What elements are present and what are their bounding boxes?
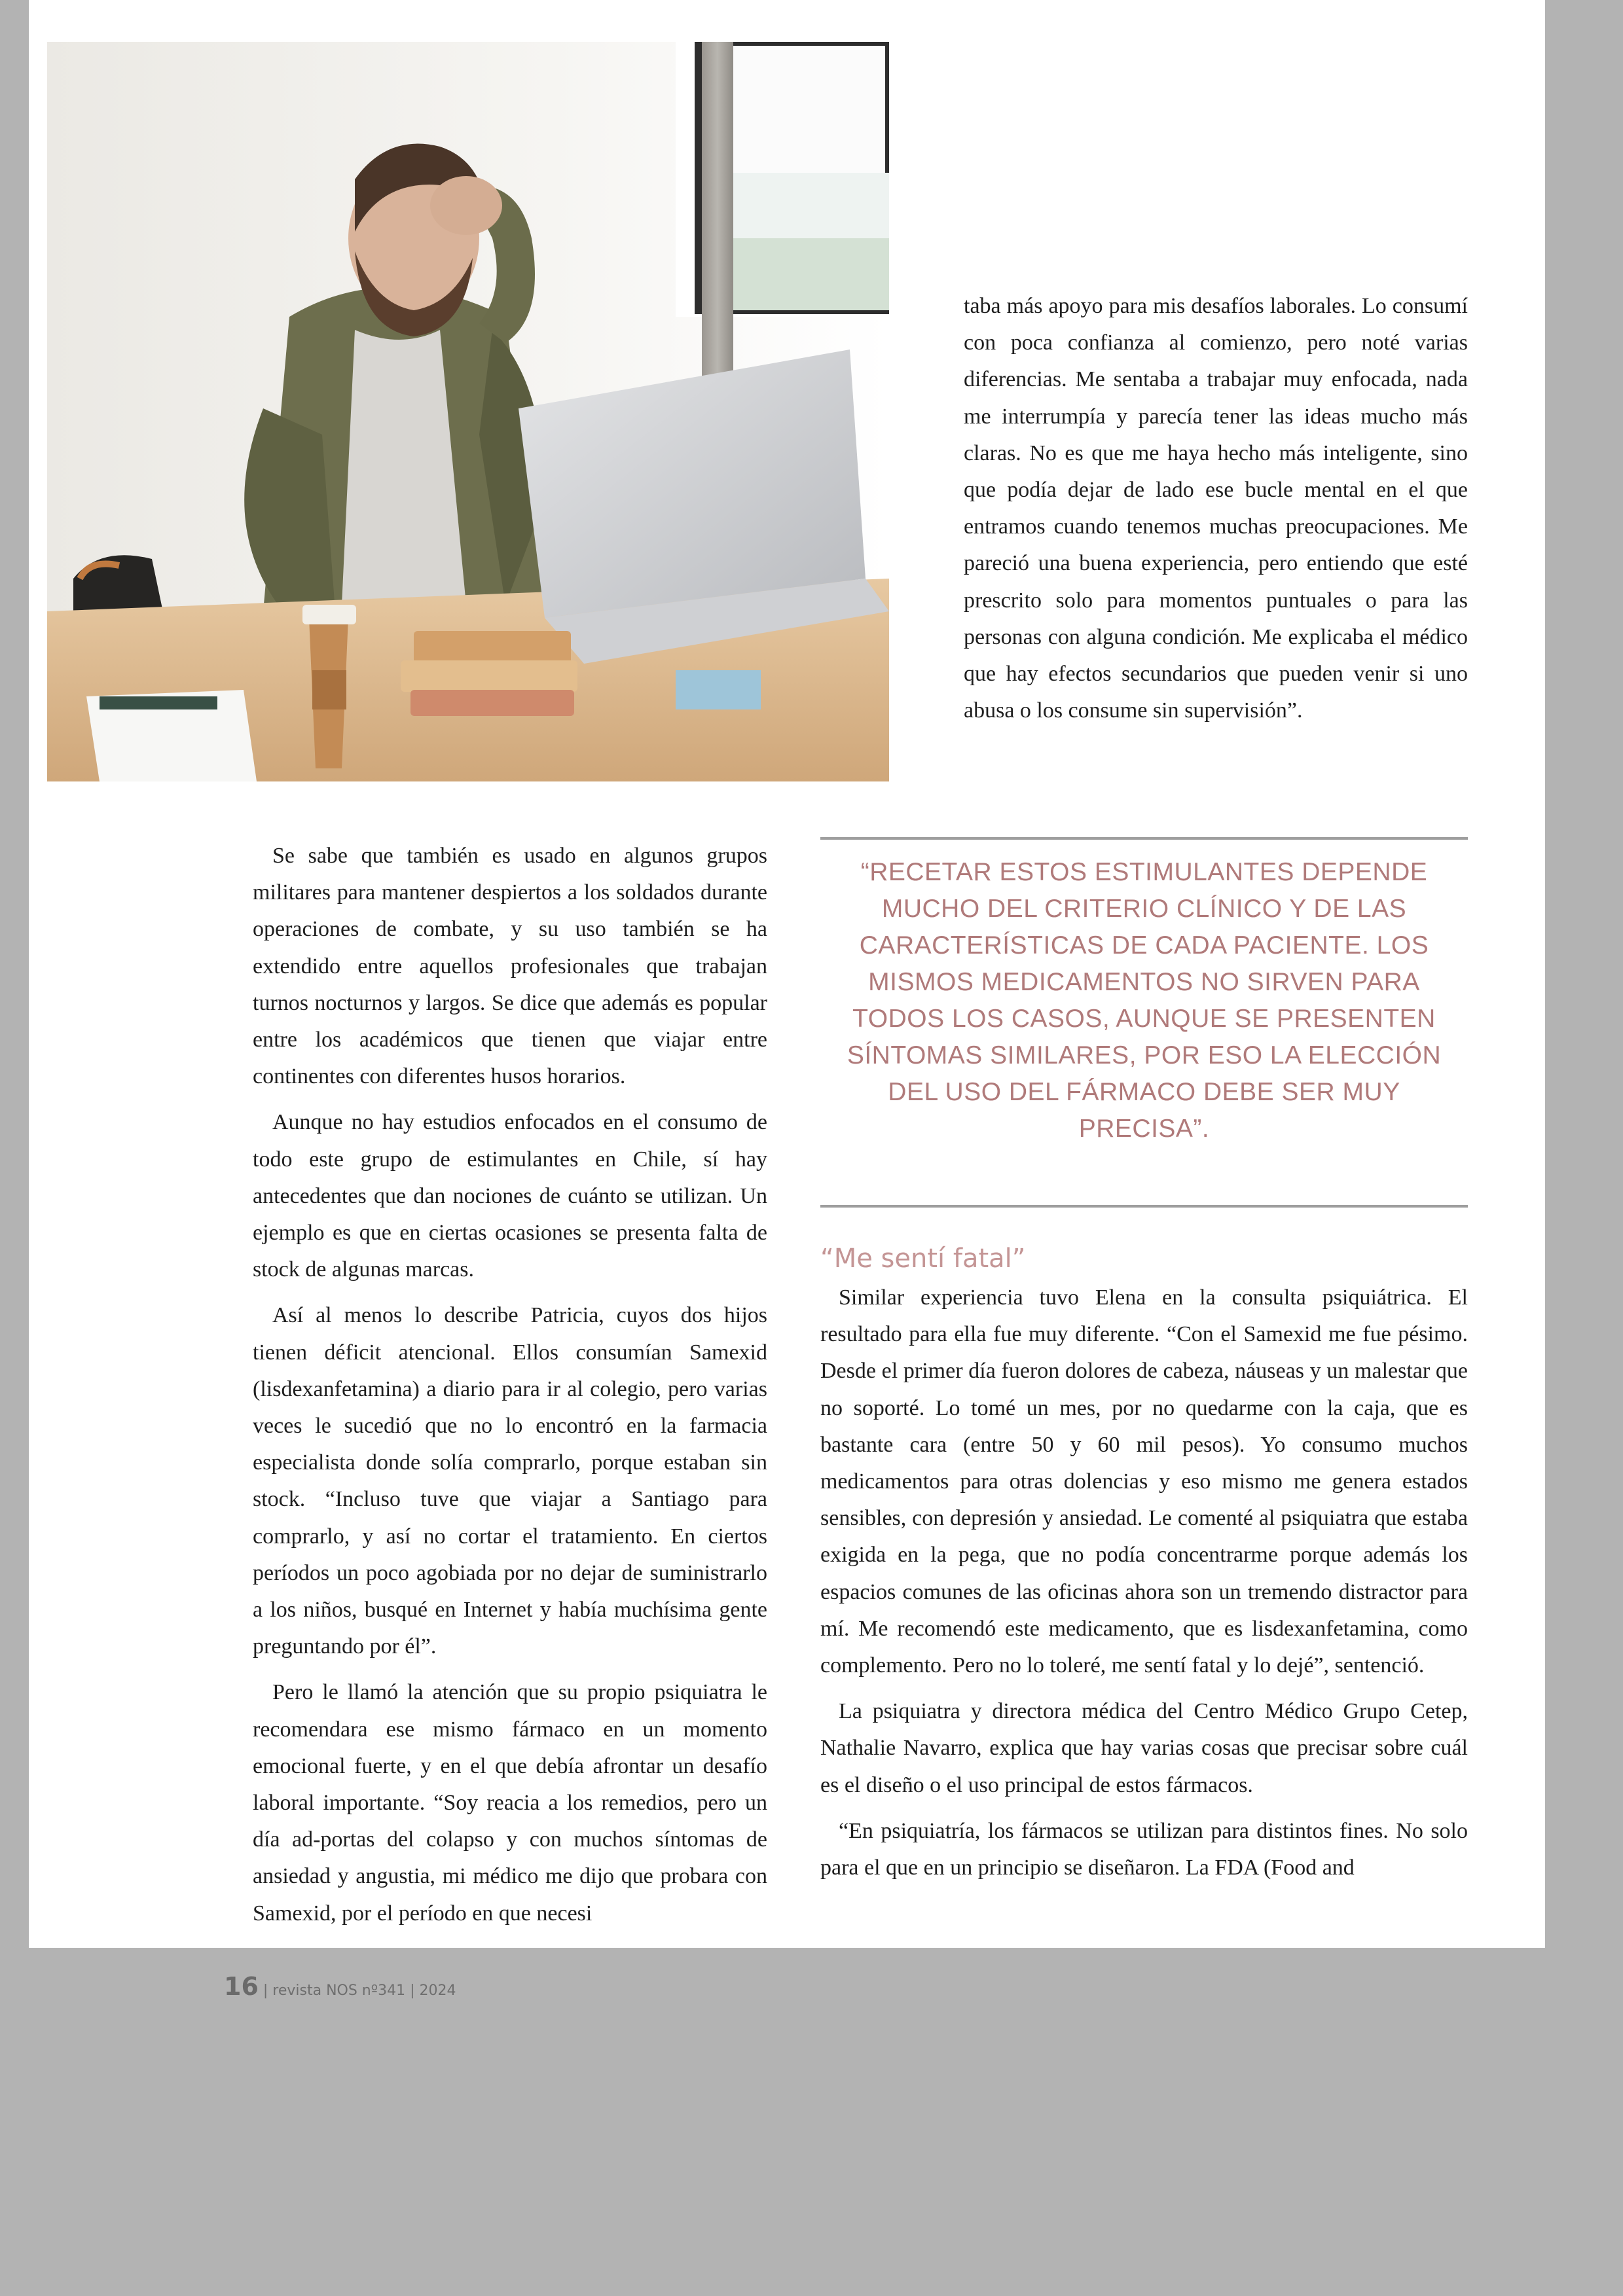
pullquote-top-rule xyxy=(820,837,1468,840)
photo-man-stressed-at-laptop xyxy=(47,42,889,781)
footer-publication: | revista NOS nº341 | 2024 xyxy=(258,1982,456,1999)
section-heading: “Me sentí fatal” xyxy=(820,1244,1026,1274)
body-paragraph: Se sabe que también es usado en algunos grupos militares para mantener despiertos a los soldados durante operaciones de combate, y su uso también se ha extendido entre aquellos profesionales que trabajan turnos nocturnos y largos. Se dice que además es popular entre los académicos que tienen que viajar entre continentes con diferentes husos horarios. xyxy=(253,844,767,1089)
magazine-page xyxy=(29,0,1545,1948)
pullquote: “RECETAR ESTOS ESTIMULANTES DEPENDE MUCHO DEL CRITERIO CLÍNICO Y DE LAS CARACTERÍSTICAS DE CADA PACIENTE. LOS MISMOS MEDICAMENTOS NO SIRVEN PARA TODOS LOS CASOS, AUNQUE SE PRESENTEN SÍNTOMAS SIMILARES, POR ESO LA ELECCIÓN DEL USO DEL FÁRMACO DEBE SER MUY PRECISA”. xyxy=(847,858,1442,1143)
body-paragraph: Aunque no hay estudios enfocados en el consumo de todo este grupo de estimulantes en Chile, sí hay antecedentes que dan nociones de cuánto se utilizan. Un ejemplo es que en ciertas ocasiones se presenta falta de stock de algunas marcas. xyxy=(253,1110,767,1282)
page-footer xyxy=(224,1972,456,2001)
body-paragraph: “En psiquiatría, los fármacos se utilizan para distintos fines. No solo para el que en un principio se diseñaron. La FDA (Food and xyxy=(820,1818,1468,1880)
body-paragraph: Similar experiencia tuvo Elena en la consulta psiquiátrica. El resultado para ella fue muy diferente. “Con el Samexid me fue pésimo. Desde el primer día fueron dolores de cabeza, náuseas y un malestar que no soporté. Lo tomé un mes, por no quedarme con la caja, que es bastante cara (entre 50 y 60 mil pesos). Yo consumo muchos medicamentos para otras dolencias y eso mismo me genera estados sensibles, con depresión y ansiedad. Le comenté al psiquiatra que estaba exigida en la pega, que no podía concentrarme porque además los espacios comunes de las oficinas ahora son un tremendo distractor para mí. Me recomendó este medicamento, que es lisdexanfetamina, como complemento. Pero no lo toleré, me sentí fatal y lo dejé”, sentenció. xyxy=(820,1285,1468,1678)
body-paragraph: Así al menos lo describe Patricia, cuyos dos hijos tienen déficit atencional. Ellos consumían Samexid (lisdexanfetamina) a diario para ir al colegio, pero varias veces le sucedió que no lo encontró en la farmacia especialista donde solía comprarlo, porque estaban sin stock. “Incluso tuve que viajar a Santiago para comprarlo, y así no cortar el tratamiento. En ciertos períodos un poco agobiada por no dejar de suministrarlo a los niños, busqué en Internet y había muchísima gente preguntando por él”. xyxy=(253,1303,767,1659)
body-paragraph: La psiquiatra y directora médica del Centro Médico Grupo Cetep, Nathalie Navarro, explica que hay varias cosas que precisar sobre cuál es el diseño o el uso principal de estos fármacos. xyxy=(820,1699,1468,1797)
left-column xyxy=(253,838,767,1941)
body-paragraph: Pero le llamó la atención que su propio psiquiatra le recomendara ese mismo fármaco en un momento emocional fuerte, y en el que debía afrontar un desafío laboral importante. “Soy reacia a los remedios, pero un día ad-portas del colapso y con muchos síntomas de ansiedad y angustia, mi médico me dijo que probara con Samexid, por el período en que necesi xyxy=(253,1680,767,1926)
pullquote-bottom-rule xyxy=(820,1205,1468,1208)
page-number: 16 xyxy=(224,1972,259,2001)
body-paragraph: taba más apoyo para mis desafíos laborales. Lo consumí con poca confianza al comienzo, pero noté varias diferencias. Me sentaba a trabajar muy enfocada, nada me interrumpía y parecía tener las ideas mucho más claras. No es que me haya hecho más inteligente, sino que podía dejar de lado ese bucle mental en el que entramos cuando tenemos muchas preocupaciones. Me pareció una buena experiencia, pero entiendo que esté prescrito solo para momentos puntuales o para las personas con alguna condición. Me explicaba el médico que hay efectos secundarios que pueden venir si uno abusa o los consume sin supervisión”. xyxy=(964,294,1468,723)
right-column xyxy=(820,1280,1468,1895)
intro-column xyxy=(964,288,1468,738)
